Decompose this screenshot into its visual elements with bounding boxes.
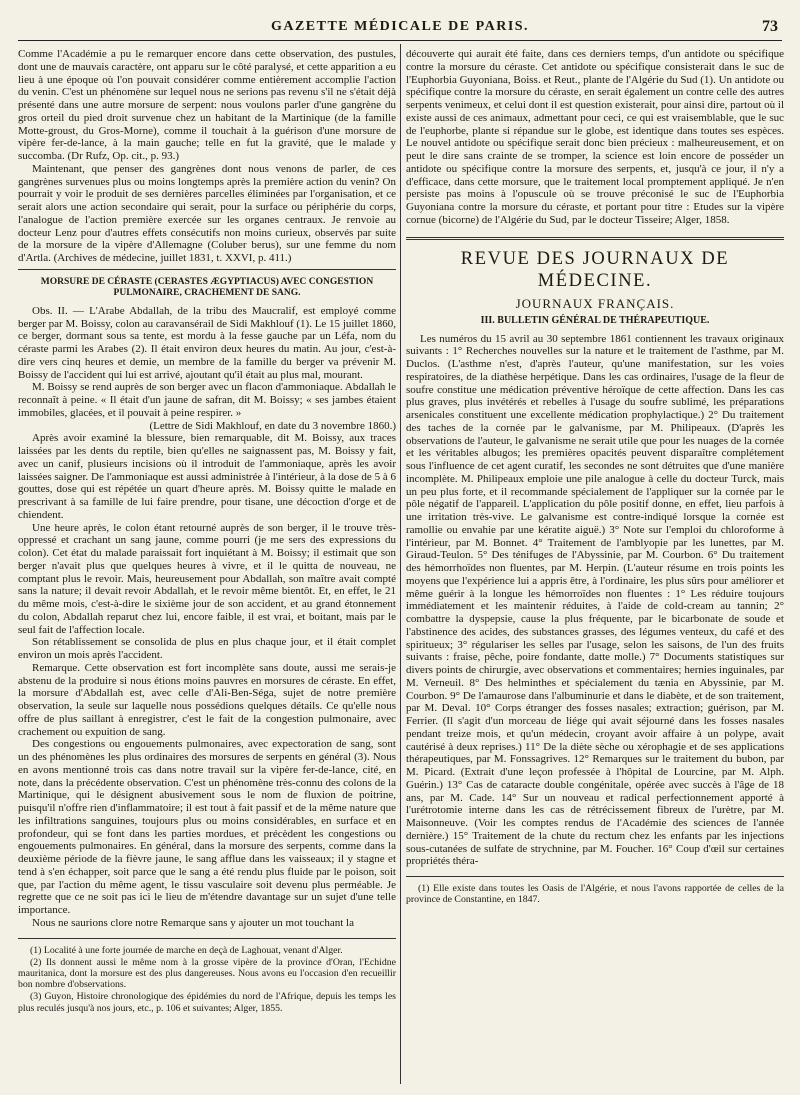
section-rule	[18, 269, 396, 270]
letter-reference: (Lettre de Sidi Makhlouf, en date du 3 novembre 1860.)	[149, 419, 396, 432]
page-header	[18, 18, 782, 41]
right-column	[406, 48, 784, 906]
paragraph: Son rétablissement se consolida de plus en plus chaque jour, et il était complet environ un mois après l'accident.	[18, 636, 396, 661]
paragraph: Obs. II. — L'Arabe Abdallah, de la tribu des Maucralif, est employé comme berger par M. Boissy, colon au caravansérail de Sidi Makhlouf (1). Le 15 juillet 1860, ce berger, dormant sous sa tente, est mordu à la fesse gauche par un Léfa, nom du céraste parmi les Arabes (2). Il était environ deux heures du matin. Au jour, c'est-à-dire vers cinq heures et demie, un membre de la famille du berger va prévenir M. Boissy de l'accident qui lui est arrivé, ajoutant qu'il était au plus mal, mourant.	[18, 304, 396, 381]
paragraph: Les numéros du 15 avril au 30 septembre 1861 contiennent les travaux originaux suivants : 1° Recherches nouvelles sur la nature et le traitement de l'asthme, par M. Duclos. (L'asthme n'est, d'après l'auteur, qu'une manifestation, sur les voies respiratoires, de la diathèse herpétique. Dans les cas ordinaires, l'usage de la fleur de soufre constitue une médication préventive héroïque de cette affection. Dans les cas plus graves, plus invétérés et rebelles à l'usage du soufre sublimé, les préparations arsenicales constituent une excellente médication prophylactique.) 2° Du traitement des taches de la cornée par le galvanisme, par M. Philipeaux. (D'après les observations de l'auteur, le galvanisme ne serait utile que pour les nuages de la cornée et les véritables albugos; les premières opacités peuvent disparaître complétement sous l'influence de cet agent curatif, les secondes ne sont détruites que d'une manière incomplète. M. Philipeaux emploie une pile analogue à celle du docteur Turck, mais un peu plus forte, et il recommande spécialement de l'appliquer sur la cornée par le pôle négatif de l'appareil. L'application du pôle positif donne, en effet, lieu parfois à une irritation très-vive. Le galvanisme est contre-indiqué lorsque la cornée est ramollie ou envahie par une kératite aiguë.) 3° Note sur l'emploi du chloroforme à l'intérieur, par M. Bonnet. 4° Traitement de l'amblyopie par les lunettes, par M. Giraud-Teulon. 5° Des ténifuges de l'Abyssinie, par M. Courbon. 6° Du traitement des hémorrhoïdes non fluentes, par M. Herpin. (L'auteur résume en trois points les moyens que l'expérience lui a appris être, à l'ordinaire, les plus sûrs pour améliorer et même guérir à la longue les hémorroïdes non fluentes : 1° Les réduire toujours immédiatement et les maintenir réduites, à l'aide de cold-cream au tannin; 2° combattre la dyspepsie, cause la plus fréquente, par le bicarbonate de soude et l'abstinence des acides, des substances grasses, des légumes venteux, du café et des spiritueux; 3° régulariser les selles par l'usage, selon les saisons, de l'un des fruits suivants : fraise, pêche, poire fondante, datte molle.) 7° Documents statistiques sur divers points de chirurgie, avec observations et commentaires; hernies inguinales, par M. Verneuil. 8° Des helminthes et spécialement du tænia en Abyssinie, par M. Courbon. 9° De l'amaurose dans l'albuminurie et dans le diabète, et de son traitement, par M. Deval. 10° Corps étranger des fosses nasales; extraction; guérison, par M. Ferrier. (Il s'agit d'un morceau de liége qui avait séjourné dans les fosses nasales pendant treize mois, et qu'un médecin, croyant avoir affaire à un polype, avait cautérisé à deux reprises.) 11° De la diète sèche ou xérophagie et de ses applications thérapeutiques, par M. Fonssagrives. 12° Remarques sur le traitement du bubon, par M. Picard. (Extrait d'une leçon professée à l'hôpital de Lourcine, par M. Alph. Guérin.) 13° Cas de cataracte double congénitale, opérée avec succès à l'âge de 18 ans, par M. Cade. 14° Sur un nouveau et radical perfectionnement apporté à l'urétrotomie interne dans les cas de rétrécissement fibreux de l'urètre, par M. Maisonneuve. (Voir les comptes rendus de l'Académie des sciences de l'année dernière.) 15° Traitement de la chute du rectum chez les enfants par les injections sous-cutanées de sulfate de strychnine, par M. Foucher. 16° Coup d'œil sur certaines propriétés théra-	[406, 332, 784, 868]
paragraph: Nous ne saurions clore notre Remarque sans y ajouter un mot touchant la	[32, 916, 354, 929]
revue-title: REVUE DES JOURNAUX DE MÉDECINE.	[460, 248, 730, 291]
section-heading: MORSURE DE CÉRASTE (CERASTES ÆGYPTIACUS) AVEC CONGESTION PULMONAIRE, CRACHEMENT DE SANG.	[40, 276, 374, 298]
paragraph: Des congestions ou engouements pulmonaires, avec expectoration de sang, sont un des phénomènes les plus ordinaires des morsures de serpents en général (3). Nous en avons mentionné trois cas dans notre travail sur la vipère fer-de-lance, cité, en note, dans la précédente observation. C'est un phénomène très-connu des colons de la Martinique, qui le désignent abusivement sous le nom de fluxion de poitrine, puisqu'il n'offre rien d'inflammatoire; il est tout à fait passif et de la même nature que les infiltrations sanguines, toujours plus ou moins considérables, en surface et en profondeur, qui se font dans les parties mordues, et précèdent les congestions ou engouements pulmonaires. En général, dans la morsure des serpents, comme dans la deuxième période de la fièvre jaune, le sang afflue dans les vaisseaux; il y stagne et tend à s'en échapper, soit parce que le sang a été rendu plus fluide par le poison, soit que, par l'action du même agent, le tissu vasculaire soit devenu plus perméable. Je regrette que ce ne soit pas ici le lieu de m'étendre davantage sur un sujet d'une telle importance.	[18, 738, 396, 916]
paragraph: découverte qui aurait été faite, dans ces derniers temps, d'un antidote ou spécifique contre la morsure du céraste. Cet antidote ou spécifique consisterait dans le suc de l'Euphorbia Guyoniana, Boiss. et Reut., plante de l'Algérie du Sud (1). Un antidote ou spécifique contre la morsure du céraste, en serait également un contre celle des autres serpents venimeux, et celui dont il est question existerait, pour ainsi dire, partout où il existe aussi de ces animaux, admettant pour ceci, ce qui est vraisemblable, que le suc de l'euphorbe, plante si répandue sur le globe, est identique dans toutes ses espèces. Le nouvel antidote ou spécifique serait donc bien précieux : malheureusement, et on peut le dire sans crainte de se tromper, la science est loin encore de posséder un antidote ou spécifique contre la morsure des serpents, et, jusqu'à ce jour, il n'y a d'efficace, dans cette morsure, que le traitement local promptement appliqué. Je n'en persiste pas moins à l'opuscule où se trouve préconisé le suc de l'Euphorbia Guyoniana contre la morsure du céraste, et portant pour titre : Etudes sur la vipère cornue (bicorne) de l'Algérie du Sud, par le docteur Tisseire; Alger, 1858.	[406, 48, 784, 226]
revue-subtitle: JOURNAUX FRANÇAIS.	[515, 295, 675, 311]
paragraph: Remarque. Cette observation est fort incomplète sans doute, aussi me serais-je abstenu de la produire si nous étions moins pauvres en morsures de céraste. En effet, la morsure d'Abdallah est, avec celle d'Ali-Ben-Séga, sujet de notre première observation, la seule sur laquelle nous possédions quelques détails. Ce qu'elle nous offre de plus saillant à enregistrer, c'est le fait de la congestion pulmonaire, avec crachement ou expuition de sang.	[18, 661, 396, 738]
paragraph: M. Boissy se rend auprès de son berger avec un flacon d'ammoniaque. Abdallah le reconnaît à peine. « Il était d'un jaune de safran, dit M. Boissy; « ses jambes étaient immobiles, glacées, et il pouvait à peine respirer. »	[18, 381, 396, 419]
footnote: (1) Localité à une forte journée de marche en deçà de Laghouat, venant d'Alger.	[30, 944, 343, 956]
left-column	[18, 48, 396, 1015]
paragraph: Après avoir examiné la blessure, bien remarquable, dit M. Boissy, aux traces laissées par les dents du reptile, bien qu'elles ne saignassent pas, M. Boissy y fait, avec un canif, plusieurs incisions où il introduit de l'ammoniaque, après les avoir laissées saigner. De l'ammoniaque est aussi administrée à l'intérieur, à la dose de 5 à 6 gouttes, dose qui est répétée un quart d'heure après. M. Boissy quitte le malade en prescrivant à sa famille de lui faire prendre, pour tisane, une décoction d'orge et de chiendent.	[18, 432, 396, 521]
footnotes	[18, 938, 396, 1014]
page-number: 73	[762, 18, 778, 35]
paragraph: Une heure après, le colon étant retourné auprès de son berger, il le trouve très-oppressé et crachant un sang jaune, comme pourri (je me sers des expressions du colon). Cet état du malade paraissait fort inquiétant à M. Boissy; il estimait que son berger n'avait plus que quelques heures à vivre, et il le quitta de nouveau, ne comptant plus le revoir. Mais, heureusement pour Abdallah, son maître avait compté sans la nature; il devait revoir Abdallah, et le revoir même bientôt. Et, en effet, le 21 du même mois, c'est-à-dire le sixième jour de son accident, et au grand étonnement du colon, Abdallah reparut chez lui, encore faible, il est vrai, et boitant, mais par le seul fait de l'affection locale.	[18, 521, 396, 636]
running-title: GAZETTE MÉDICALE DE PARIS.	[270, 19, 530, 34]
paragraph: Maintenant, que penser des gangrènes dont nous venons de parler, de ces gangrènes survenues plus ou moins longtemps après la première action du venin? On pourrait y voir le produit de ses dernières parcelles éliminées par l'organisation, et ce serait alors une action secondaire qui serait, pour la surface ou périphérie du corps, l'analogue de l'action première exercée sur les organes centraux. Je renvoie au docteur Lenz pour d'autres effets consécutifs non moins curieux, observés par suite de la morsure de la vipère d'Allemagne (Coluber berus), sur une femme du nom d'Artla. (Archives de médecine, juillet 1831, t. XXVI, p. 411.)	[18, 162, 396, 264]
column-divider	[400, 44, 401, 1084]
footnote: (3) Guyon, Histoire chronologique des épidémies du nord de l'Afrique, depuis les temps les plus reculés jusqu'à nos jours, etc., p. 106 et suivantes; Alger, 1855.	[18, 991, 396, 1014]
paragraph: Comme l'Académie a pu le remarquer encore dans cette observation, des pustules, dont une de mauvais caractère, ont apparu sur le côté paralysé, et cette apparition a eu lieu à une époque où l'on pouvait considérer comme entièrement accomplie l'action du venin. C'est un phénomène sur lequel nous ne serions pas revenu s'il ne s'était déjà présenté dans une autre morsure de serpent: nous voulons parler d'une gangrène du gros orteil du pied droit survenue chez un habitant de la Martinique (de la famille Motte-groust, du Gros-Morne), comme il touchait à la guérison d'une morsure de vipère fer-de-lance, à la main gauche; telle en fut la gravité, que le malade y succomba. (Dr Rufz, Op. cit., p. 93.)	[18, 48, 396, 162]
footnote: (1) Elle existe dans toutes les Oasis de l'Algérie, et nous l'avons rapportée de celles de la province de Constantine, en 1847.	[406, 883, 784, 906]
section-rule	[406, 237, 784, 240]
bulletin-heading: III. BULLETIN GÉNÉRAL DE THÉRAPEUTIQUE.	[480, 314, 710, 326]
footnotes	[406, 876, 784, 905]
footnote: (2) Ils donnent aussi le même nom à la grosse vipère de la province d'Oran, l'Echidne mauritanica, dont la morsure est des plus dangereuses. Nous avons eu l'occasion d'en recueillir bon nombre d'observations.	[18, 956, 396, 991]
